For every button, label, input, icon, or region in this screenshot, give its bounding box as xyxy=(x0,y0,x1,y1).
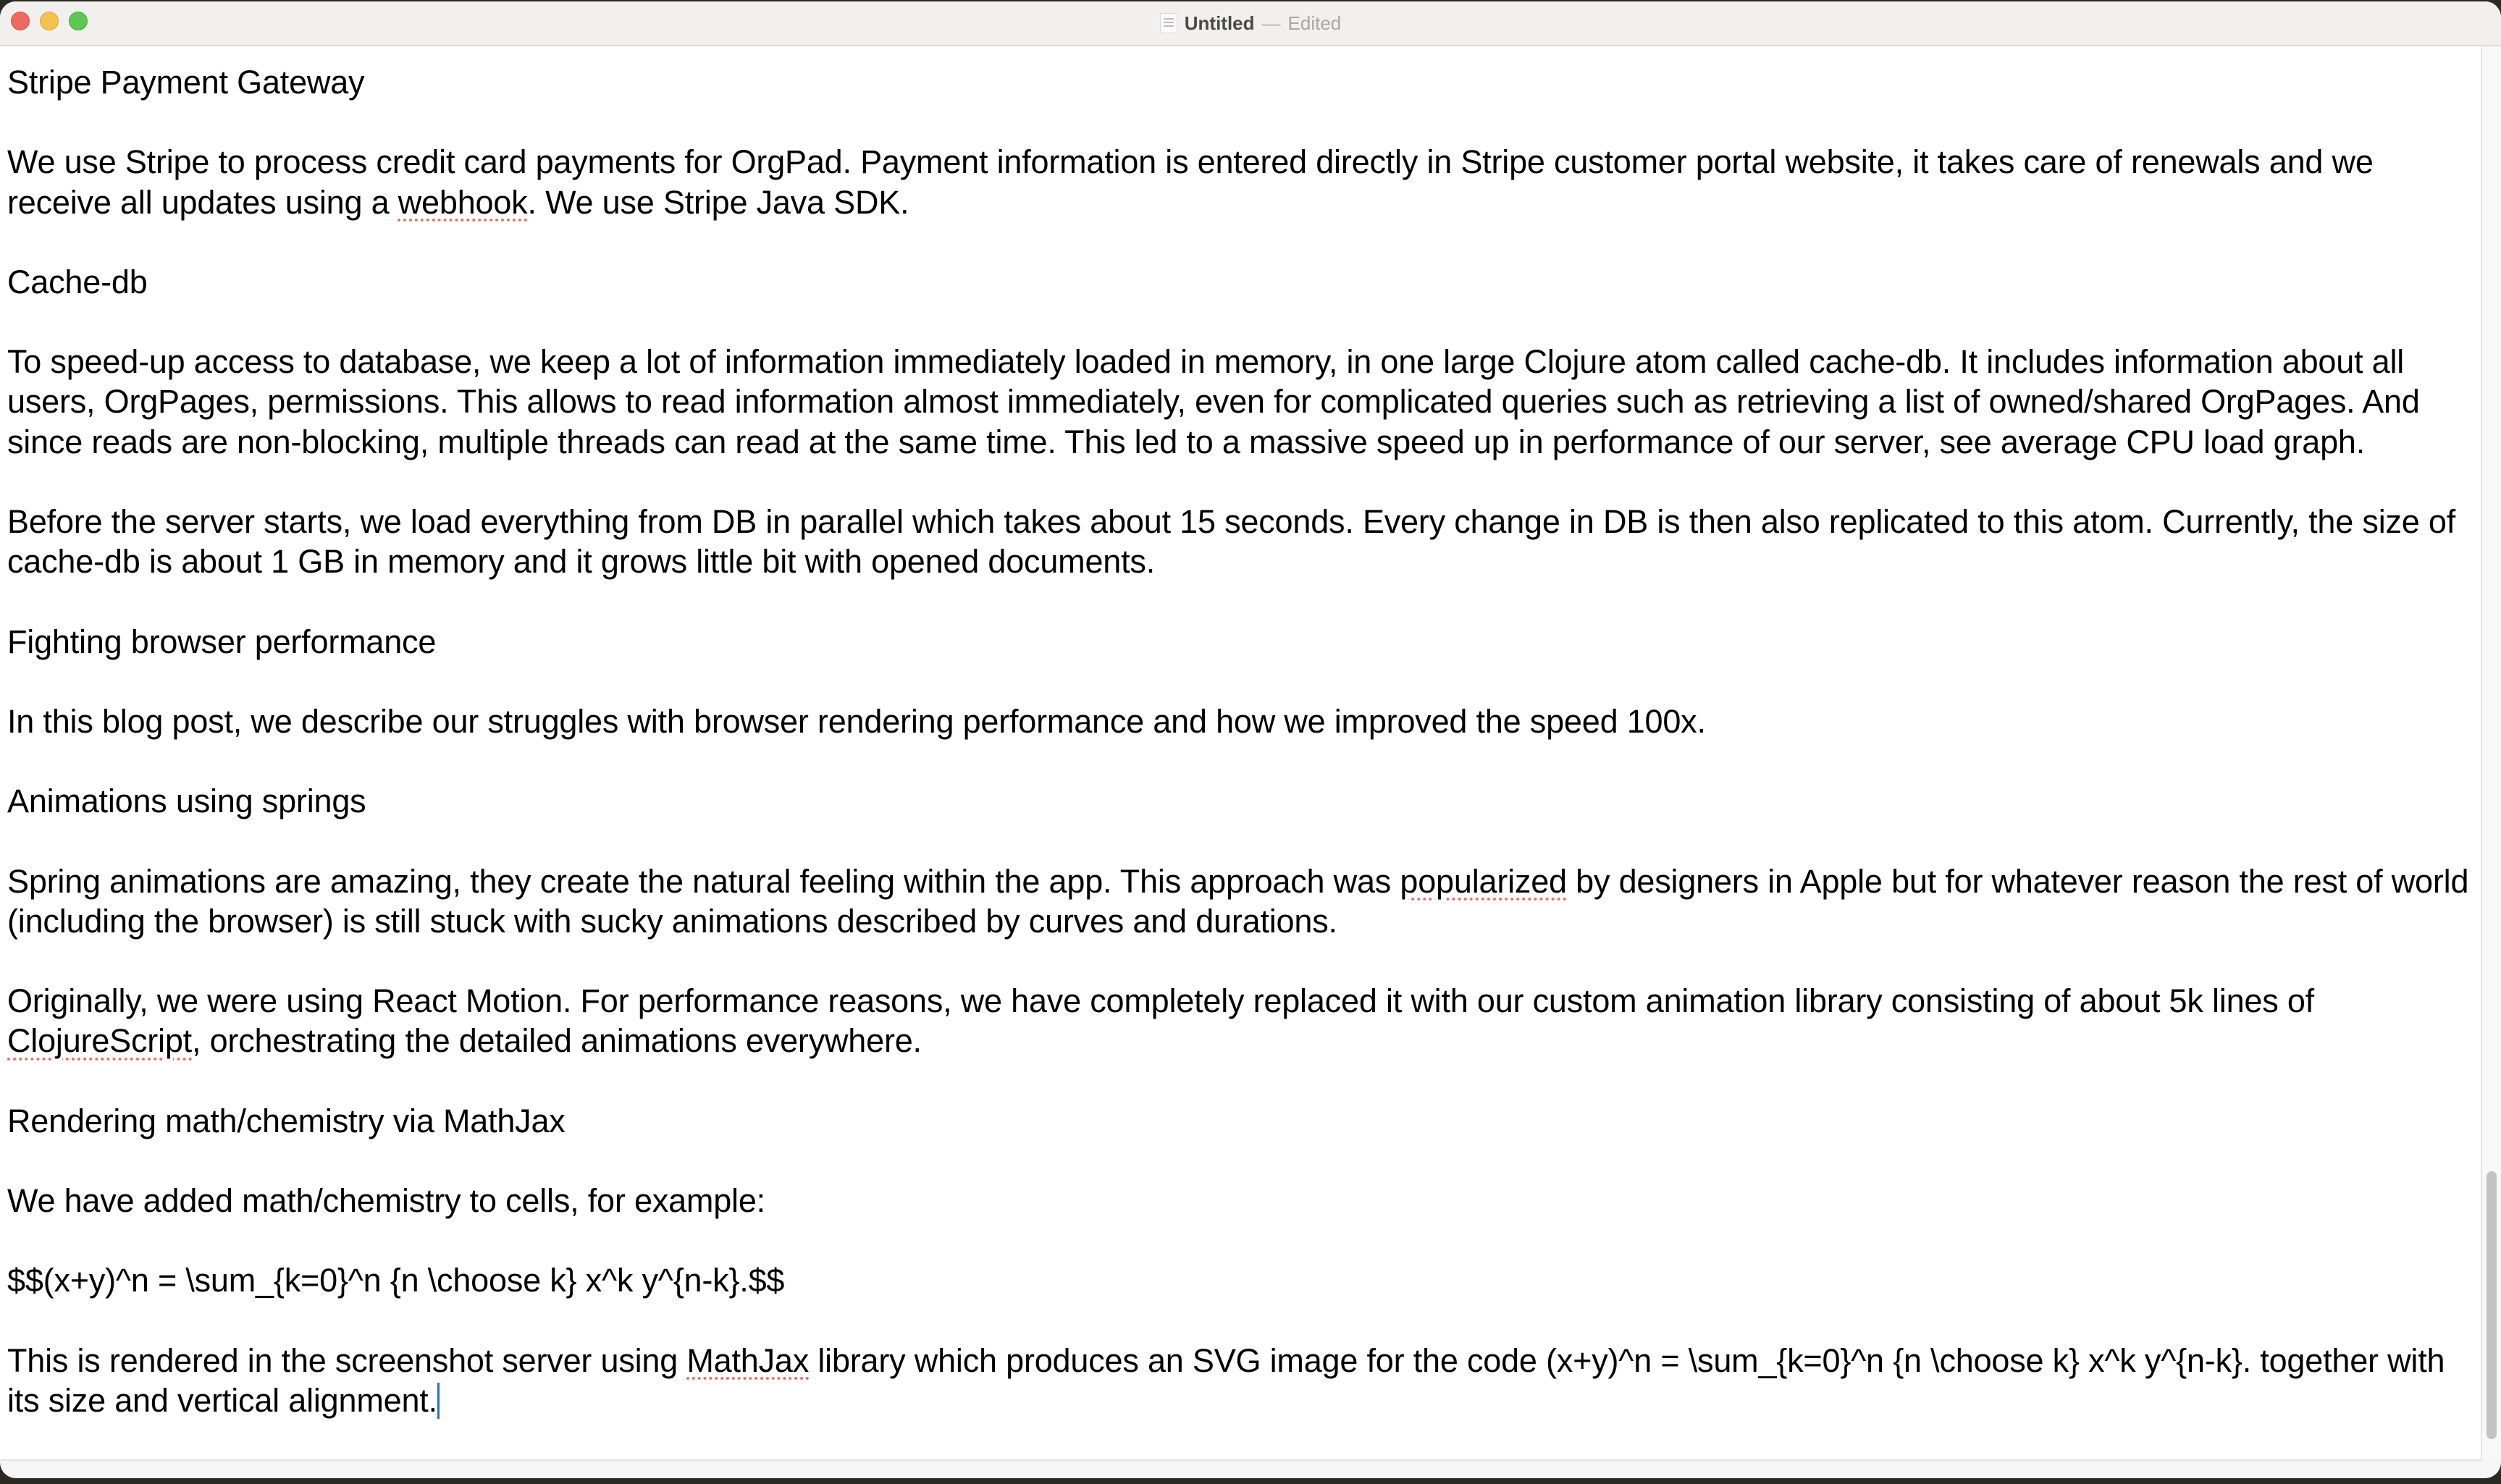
misspelled-word[interactable]: popularized xyxy=(1400,862,1567,900)
empty-line[interactable] xyxy=(7,302,2473,342)
paragraph-text: To speed-up access to database, we keep a lot of information immediately loaded in memory, in one large Clojure atom called cache-db. It includes information about all users, OrgPages, permissions. This allows to read information almost immediately, even for complicated queries such as retrieving a list of owned/shared OrgPages. And since reads are non-blocking, multiple threads can read at the same time. This led to a massive speed up in performance of our server, see average CPU load graph. xyxy=(7,343,2429,460)
document-content[interactable] xyxy=(0,46,2481,1420)
textedit-window xyxy=(0,1,2501,1478)
empty-line[interactable] xyxy=(7,822,2473,861)
paragraph[interactable] xyxy=(7,861,2478,942)
empty-line[interactable] xyxy=(7,462,2473,502)
text-cursor xyxy=(437,1383,440,1419)
misspelled-word[interactable]: ClojureScript xyxy=(7,1022,192,1060)
paragraph-text: Rendering math/chemistry via MathJax xyxy=(7,1102,566,1139)
empty-line[interactable] xyxy=(7,1220,2473,1260)
empty-line[interactable] xyxy=(7,741,2473,781)
paragraph-text: $$(x+y)^n = \sum_{k=0}^n {n \choose k} x^k y^{n-k}.$$ xyxy=(7,1262,785,1299)
document-name[interactable]: Untitled xyxy=(1184,12,1255,34)
paragraph[interactable] xyxy=(7,502,2473,582)
paragraph-text: In this blog post, we describe our struggles with browser rendering performance and how we improved the speed 100x. xyxy=(7,702,1706,740)
empty-line[interactable] xyxy=(7,1061,2473,1101)
paragraph-text: by designers in Apple but for whatever reason the rest of world (including the browser) is still stuck with sucky animations described by curves and durations. xyxy=(7,862,2478,940)
paragraph[interactable] xyxy=(7,701,2473,741)
paragraph-text: Before the server starts, we load everything from DB in parallel which takes about 15 seconds. Every change in DB is then also replicated to this atom. Currently, the size of cache-db is about 1 GB in memory and it grows little bit with opened documents. xyxy=(7,503,2465,581)
edited-status: Edited xyxy=(1287,12,1342,34)
paragraph[interactable] xyxy=(7,1341,2473,1421)
title-separator: — xyxy=(1261,12,1281,34)
paragraph[interactable] xyxy=(7,142,2473,222)
empty-line[interactable] xyxy=(7,102,2473,142)
paragraph[interactable] xyxy=(7,622,2473,662)
paragraph-text: This is rendered in the screenshot server using xyxy=(7,1341,687,1379)
paragraph-text: Cache-db xyxy=(7,263,148,300)
paragraph-text: Spring animations are amazing, they create the natural feeling within the app. This approach was xyxy=(7,862,1400,900)
title-bar[interactable] xyxy=(0,1,2501,46)
empty-line[interactable] xyxy=(7,1141,2473,1181)
empty-line[interactable] xyxy=(7,582,2473,622)
paragraph-text: . We use Stripe Java SDK. xyxy=(527,183,909,221)
paragraph-text: Animations using springs xyxy=(7,783,366,820)
misspelled-word[interactable]: MathJax xyxy=(686,1341,810,1379)
paragraph-text: We have added math/chemistry to cells, for example: xyxy=(7,1182,765,1220)
paragraph[interactable] xyxy=(7,62,2473,102)
vertical-scrollbar[interactable] xyxy=(2482,46,2501,1459)
paragraph-text: , orchestrating the detailed animations everywhere. xyxy=(192,1022,922,1060)
paragraph[interactable] xyxy=(7,342,2473,462)
misspelled-word[interactable]: webhook xyxy=(398,183,528,221)
paragraph[interactable] xyxy=(7,1181,2473,1220)
document-icon[interactable] xyxy=(1160,13,1177,33)
paragraph-text: library which produces an SVG image for the code (x+y)^n = \sum_{k=0}^n {n \choose k} x^k y^{n-k}. together with its size and vertical alignment. xyxy=(7,1341,2454,1419)
paragraph-text: Fighting browser performance xyxy=(7,623,437,660)
paragraph-text: Stripe Payment Gateway xyxy=(7,64,365,101)
empty-line[interactable] xyxy=(7,1301,2473,1341)
text-editor[interactable] xyxy=(0,46,2482,1461)
scrollbar-thumb[interactable] xyxy=(2487,1171,2497,1439)
paragraph[interactable] xyxy=(7,781,2473,821)
empty-line[interactable] xyxy=(7,222,2473,262)
paragraph[interactable] xyxy=(7,981,2473,1061)
paragraph[interactable] xyxy=(7,1260,2473,1300)
paragraph-text: We use Stripe to process credit card payments for OrgPad. Payment information is entered directly in Stripe customer portal website, it takes care of renewals and we receive all updates using a xyxy=(7,143,2382,221)
empty-line[interactable] xyxy=(7,662,2473,701)
empty-line[interactable] xyxy=(7,941,2473,981)
paragraph-text: Originally, we were using React Motion. For performance reasons, we have completely replaced it with our custom animation library consisting of about 5k lines of xyxy=(7,982,2324,1020)
paragraph[interactable] xyxy=(7,262,2473,302)
window-title xyxy=(0,1,2501,45)
paragraph[interactable] xyxy=(7,1101,2473,1141)
